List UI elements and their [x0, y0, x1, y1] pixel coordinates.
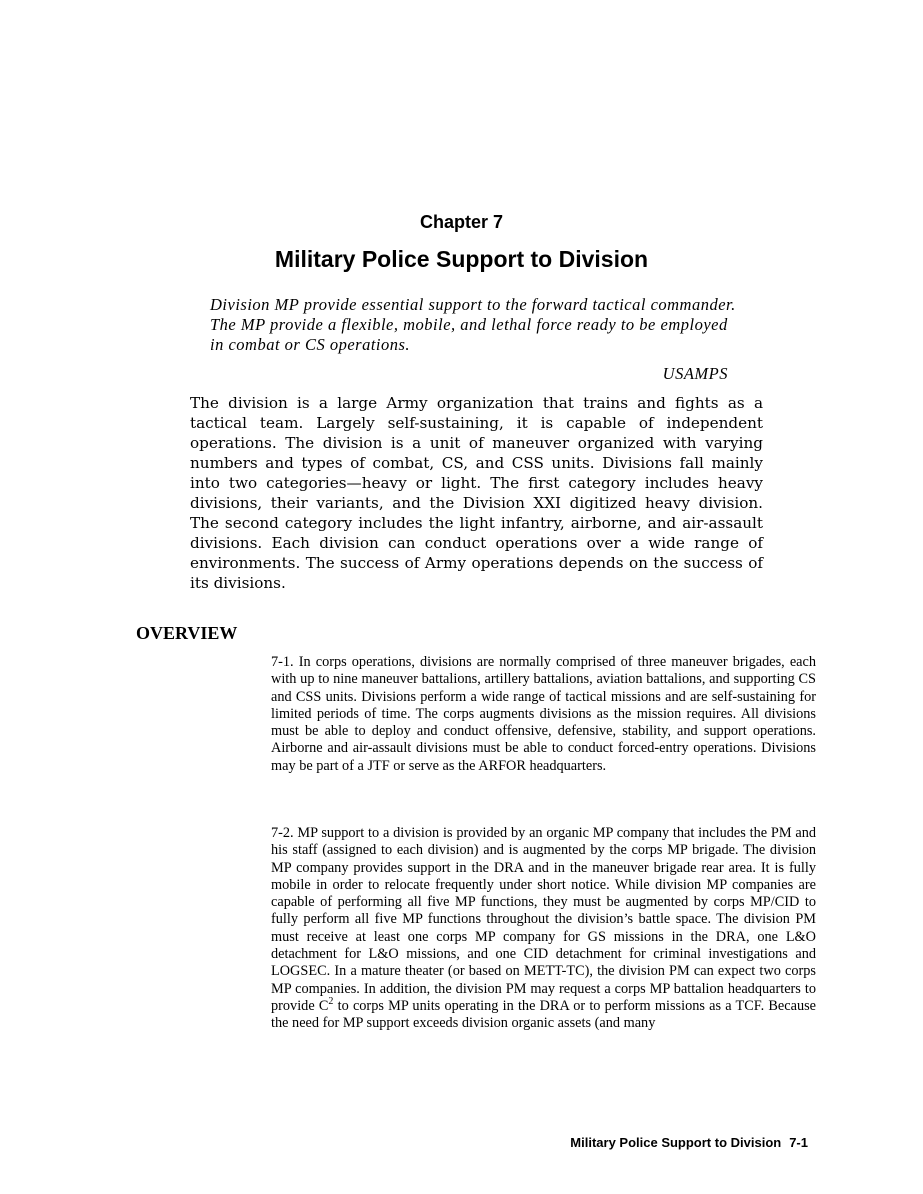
paragraph-7-2-part-1: 7-2. MP support to a division is provided by an organic MP company that includes the PM and his staff (assigned to each division) and is augmented by the corps MP brigade. The division MP company provides support in the DRA and in the maneuver brigade rear area. It is fully mobile in order to relocate frequently under short notice. While division MP companies are capable of performing all five MP functions, they must be augmented by corps MP/CID to fully perform all five MP functions throughout the division’s battle space. The division PM must receive at least one corps MP company for GS missions in the DRA, one L&O detachment for L&O missions, and one CID detachment for criminal investigations and LOGSEC. In a mature theater (or based on METT-TC), the division PM can expect two corps MP companies. In addition, the division PM may request a corps MP battalion headquarters to provide C [271, 825, 816, 1014]
epigraph-source: USAMPS [662, 364, 728, 383]
epigraph-quote: Division MP provide essential support to the forward tactical commander. The MP provide a flexible, mobile, and lethal force ready to be employed in combat or CS operations. [210, 295, 736, 354]
chapter-label: Chapter 7 [419, 212, 504, 232]
paragraph-7-1: 7-1. In corps operations, divisions are normally comprised of three maneuver brigades, each with up to nine maneuver battalions, artillery battalions, aviation battalions, and supporting CS and CSS units. Divisions perform a wide range of tactical missions and are self-sustaining for limited periods of time. The corps augments divisions as the mission requires. All divisions must be able to deploy and conduct offensive, defensive, stability, and support operations. Airborne and air-assault divisions must be able to conduct forced-entry operations. Divisions may be part of a JTF or serve as the ARFOR headquarters. [271, 654, 816, 774]
paragraph-7-2-part-2: to corps MP units operating in the DRA or to perform missions as a TCF. Because the need for MP support exceeds division organic assets (and many [271, 997, 816, 1032]
paragraph-7-2 [271, 825, 816, 1033]
page-footer [570, 1135, 808, 1150]
chapter-title: Military Police Support to Division [274, 246, 649, 272]
intro-paragraph: The division is a large Army organization that trains and fights as a tactical team. Largely self-sustaining, it is capable of independent operations. The division is a unit of maneuver organized with varying numbers and types of combat, CS, and CSS units. Divisions fall mainly into two categories—heavy or light. The first category includes heavy divisions, their variants, and the Division XXI digitized heavy division. The second category includes the light infantry, airborne, and air-assault divisions. Each division can conduct operations over a wide range of environments. The success of Army operations depends on the success of its divisions. [190, 394, 763, 592]
section-heading-overview: OVERVIEW [136, 623, 238, 643]
page-number: 7-1 [789, 1135, 808, 1150]
superscript-2: 2 [328, 996, 334, 1008]
footer-title: Military Police Support to Division [570, 1135, 782, 1150]
